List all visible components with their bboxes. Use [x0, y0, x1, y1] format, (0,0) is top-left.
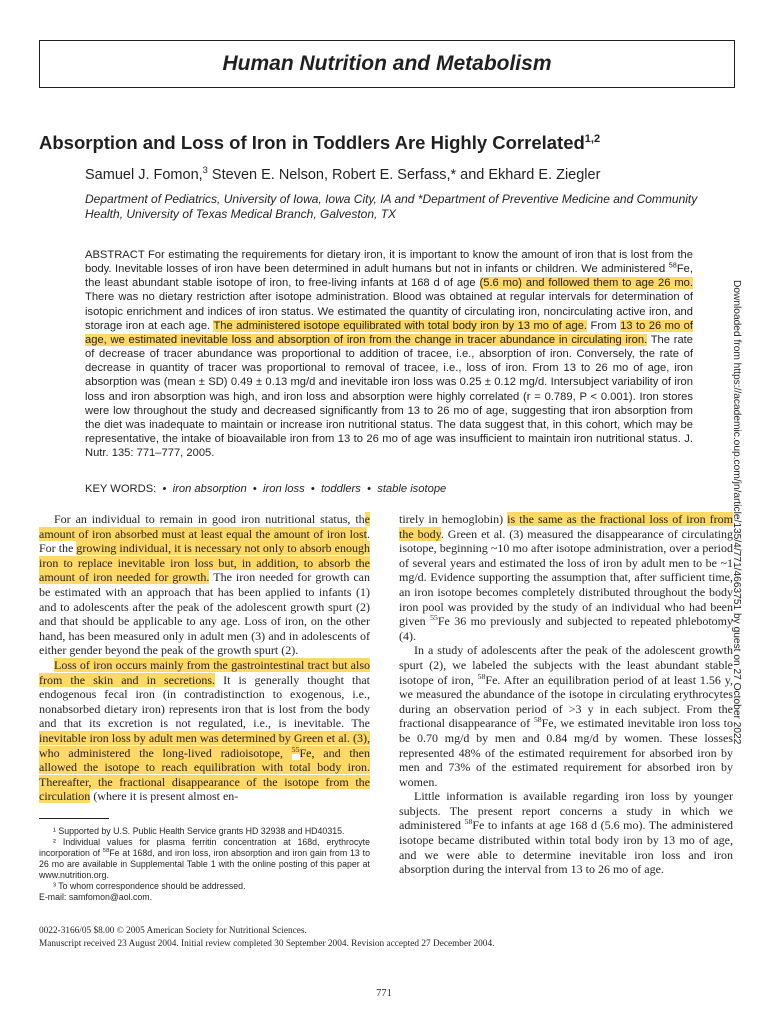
- footnotes: [39, 826, 370, 903]
- footnote: [39, 837, 370, 881]
- article-title-text: Absorption and Loss of Iron in Toddlers Are Highly Correlated: [39, 132, 585, 153]
- body-text: The iron needed for growth can be estimated with an approach that has been applied to infants (1) and to adolescents after the peak of the adolescent growth spurt (2) and that should be applicable to any age. Loss of iron, on the other hand, has been measured only in adult men (3) and in adolescents of either gender beyond the peak of the growth spurt (2).: [39, 570, 370, 658]
- author-rest: Steven E. Nelson, Robert E. Serfass,* and Ekhard E. Ziegler: [207, 167, 601, 183]
- body-text: tirely in hemoglobin): [399, 512, 508, 526]
- body-text: . Green et al. (3) measured the disappearance of circulating isotope, beginning ~10 mo after isotope administration, over a period of several years and estimated the loss of iron by adult men to be ~1 mg/d. Evidence supporting the assumption that, after sufficient time, an iron isotope becomes completely distributed throughout the body iron pool was provided by the study of an individual who had been given: [399, 526, 733, 629]
- footnote-divider: [39, 818, 109, 819]
- manuscript-dates: Manuscript received 23 August 2004. Initial review completed 30 September 2004. Revision accepted 27 December 2004.: [39, 939, 495, 949]
- highlight: (5.6 mo) and followed them to age 26 mo.: [479, 277, 693, 290]
- body-text: It is generally thought that endogenous fecal iron (in contradistinction to exogenous, i.e., nonabsorbed dietary iron) represents iron that is lost from the body and that its excretion is not regulated, i.e., is inevitable. The: [39, 672, 370, 731]
- body-column-right: [399, 512, 733, 877]
- isotope-superscript: 55: [430, 613, 438, 623]
- highlight: growing individual, it is necessary not only to absorb enough iron to replace inevitable iron loss but, in addition, to absorb the amount of iron needed for growth.: [39, 541, 370, 585]
- page-number: 771: [376, 988, 392, 999]
- abstract-text: ABSTRACT For estimating the requirements for dietary iron, it is important to know the amount of iron that is lost from the body. Inevitable losses of iron have been determined in adult humans but not in infants or children. We administered: [85, 249, 693, 276]
- copyright-line: 0022-3166/05 $8.00 © 2005 American Society for Nutritional Sciences.: [39, 926, 307, 936]
- keyword: iron absorption: [172, 483, 247, 495]
- body-text: Fe, we estimated inevitable iron loss to be 0.70 mg/d by men and 0.84 mg/d by women. These losses represented 48% of the estimated requirement for absorbed iron by men and 73% of the estimated requirement for absorbed iron by women.: [399, 716, 733, 789]
- abstract-text: There was no dietary restriction after isotope administration. Blood was obtained at regular intervals for determination of isotopic enrichment and indices of iron status. We estimated the quantity of circulating iron, noncirculating active iron, and storage iron at each age.: [85, 291, 693, 332]
- keyword: stable isotope: [377, 483, 447, 495]
- body-column-left: [39, 512, 370, 804]
- isotope-superscript: 58: [533, 715, 542, 725]
- affiliation: Department of Pediatrics, University of Iowa, Iowa City, IA and *Department of Preventive Medicine and Community Health, University of Texas Medical Branch, Galveston, TX: [85, 192, 698, 221]
- publication-info: [39, 925, 729, 951]
- isotope-superscript: 58: [464, 817, 473, 827]
- highlight: e amount of iron absorbed must at least equal the amount of iron lost: [39, 512, 370, 541]
- download-watermark: Downloaded from https://academic.oup.com/jn/article/135/4/771/4663751 by guest on 27 October 2022: [731, 280, 742, 745]
- abstract-text: The rate of decrease of tracer abundance was proportional to addition of tracee, i.e., absorption of iron. Conversely, the rate of decrease in quantity of tracer was proportional to removal of tracee, i.e., loss of iron. From 13 to 26 mo of age, iron absorption was (mean ± SD) 0.49 ± 0.13 mg/d and inevitable iron loss was 0.25 ± 0.12 mg/d. Intersubject variability of iron loss and iron absorption was high, and iron loss and absorption were highly correlated (r = 0.789, P < 0.001). Iron stores were low throughout the study and decreased significantly from 13 to 26 mo of age, suggesting that iron absorption from the diet was inadequate to maintain or increase iron nutritional status. The data suggest that, in this cohort, which may be representative, the intake of bioavailable iron from 13 to 26 mo of age was insufficient to maintain iron nutritional status. J. Nutr. 135: 771–777, 2005.: [85, 333, 693, 460]
- keyword: toddlers: [321, 483, 361, 495]
- highlight: 13 to 26 mo of age, we estimated inevitable loss and absorption of iron from the change in tracer abundance in circulating iron.: [85, 319, 694, 346]
- keywords: KEY WORDS: • iron absorption • iron loss • toddlers • stable isotope: [85, 483, 447, 495]
- abstract: [85, 248, 693, 460]
- author-list: [85, 164, 601, 183]
- footnote-text: Fe at 168d, and iron loss, iron absorption and iron gain from 13 to 26 mo are available in Supplemental Table 1 with the online posting of this paper at www.nutrition.org.: [39, 848, 370, 880]
- isotope-superscript: 58: [477, 671, 486, 681]
- journal-header: [39, 40, 735, 88]
- footnote: ³ To whom correspondence should be addressed.: [53, 881, 246, 891]
- body-text: For an individual to remain in good iron nutritional status, th: [54, 512, 365, 526]
- body-text: Fe to infants at age 168 d (5.6 mo). The administered isotope became distributed within total body iron by 13 mo of age, and we were able to determine inevitable iron loss and iron absorption during the interval from 13 to 26 mo of age.: [399, 818, 733, 877]
- paragraph: [399, 789, 733, 877]
- keywords-label: KEY WORDS:: [85, 483, 157, 495]
- paragraph: [399, 643, 733, 789]
- footnote: ¹ Supported by U.S. Public Health Service grants HD 32938 and HD40315.: [53, 826, 345, 836]
- highlight: Fe, and then allowed the isotope to reach equilibration with total body iron. Thereafter, the fractional disappearance of the isotope from the circulation: [39, 745, 370, 804]
- article-title: [39, 132, 600, 154]
- paragraph: [39, 658, 370, 804]
- footnote-text: ² Individual values for plasma ferritin concentration at 168d, erythrocyte incorporation of: [39, 837, 370, 858]
- body-text: Fe 36 mo previously and subjected to repeated phlebotomy (4).: [399, 614, 733, 643]
- isotope-superscript: 55: [291, 744, 300, 754]
- highlight: is the same as the fractional loss of iron from the body: [399, 512, 733, 541]
- paragraph: [39, 512, 370, 658]
- journal-title: Human Nutrition and Metabolism: [222, 52, 552, 75]
- highlight: Loss of iron occurs mainly from the gastrointestinal tract but also from the skin and in secretions.: [39, 657, 370, 687]
- body-text: In a study of adolescents after the peak of the adolescent growth spurt (2), we labeled the subjects with the least abundant stable isotope of iron,: [399, 643, 733, 687]
- author-first: Samuel J. Fomon,: [85, 167, 203, 183]
- highlight: inevitable iron loss by adult men was determined by Green et al. (3), who administered the long-lived radioisotope,: [39, 730, 370, 760]
- abstract-text: Fe, the least abundant stable isotope of iron, to free-living infants at 168 d of age: [85, 263, 693, 290]
- isotope-superscript: 58: [102, 848, 110, 855]
- keyword: iron loss: [263, 483, 305, 495]
- body-text: Little information is available regarding iron loss by younger subjects. The present report concerns a study in which we administered: [399, 789, 733, 833]
- highlight: The administered isotope equilibrated with total body iron by 13 mo of age.: [213, 319, 588, 332]
- body-text: Fe. After an equilibration period of at least 1.56 y, we measured the abundance of the isotope in circulating erythrocytes during an observation period of >3 y in each subject. From the fractional disappearance of: [399, 672, 733, 731]
- body-text: (where it is present almost en-: [90, 789, 239, 804]
- body-text: . For the: [39, 526, 370, 556]
- abstract-text: From: [587, 319, 621, 332]
- isotope-superscript: 58: [668, 260, 677, 270]
- title-footnote-marks: 1,2: [584, 132, 601, 145]
- correspondence-email: E-mail: samfomon@aol.com.: [39, 892, 153, 902]
- paragraph: [399, 512, 733, 643]
- author-footnote-mark: 3: [202, 164, 208, 176]
